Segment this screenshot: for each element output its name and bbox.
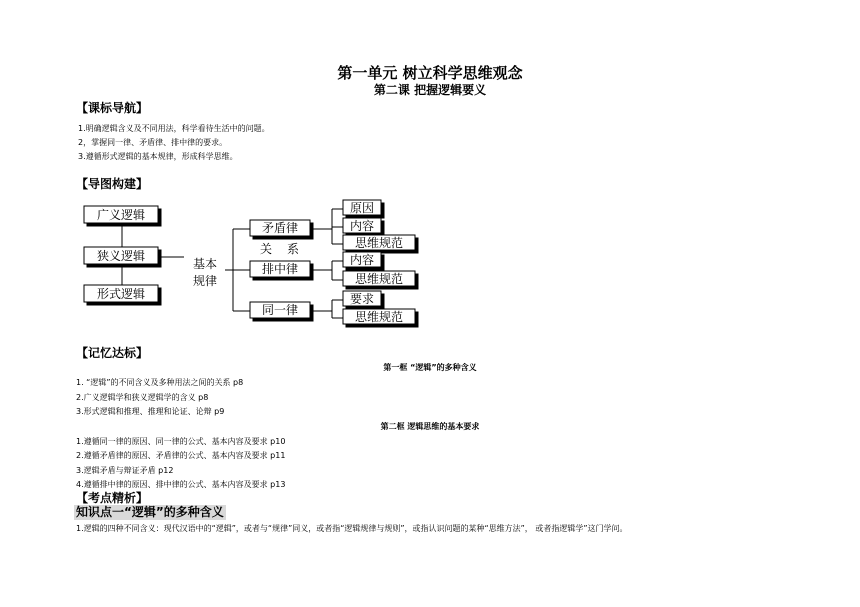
curriculum-item-2: 2，掌握同一律、矛盾律、排中律的要求。 [78,138,228,147]
label-yuanyin: 原因 [349,201,375,215]
label-yaoqiu: 要求 [349,292,375,306]
section-map-heading: 【导图构建】 [76,177,149,191]
curriculum-item-1: 1.明确逻辑含义及不同用法，科学看待生活中的问题。 [78,124,270,133]
section-curriculum-heading: 【课标导航】 [76,101,149,115]
label-paizhonglv: 排中律 [261,262,299,276]
page-title: 第一单元 树立科学思维观念 [337,64,523,82]
label-xiayi: 狭义逻辑 [96,249,146,263]
label-neirong-1: 内容 [349,219,375,233]
label-tongyilv: 同一律 [261,303,299,317]
frame1-item-2: 2.广义逻辑学和狭义逻辑学的含义 p8 [76,393,209,402]
frame1-item-3: 3.形式逻辑和推理、推理和论证、论辩 p9 [76,407,225,416]
frame2-item-4: 4.遵循排中律的原因、排中律的公式、基本内容及要求 p13 [76,480,286,489]
knowledge-point-heading: 知识点一“逻辑”的多种含义 [76,505,224,519]
label-jiben: 基本 [192,257,218,271]
frame2-item-2: 2.遵循矛盾律的原因、矛盾律的公式、基本内容及要求 p11 [76,451,286,460]
label-guan: 关 [259,242,273,256]
label-siwei-3: 思维规范 [354,310,404,324]
section-analysis-heading: 【考点精析】 [76,491,149,505]
label-guilv: 规律 [192,274,218,288]
page-subtitle: 第二课 把握逻辑要义 [373,83,487,97]
label-xingshi: 形式逻辑 [96,287,146,301]
label-siwei-2: 思维规范 [354,272,404,286]
curriculum-item-3: 3.遵循形式逻辑的基本规律，形成科学思维。 [78,152,238,161]
frame1-title: 第一框 “逻辑”的多种含义 [383,363,477,372]
section-memory-heading: 【记忆达标】 [76,346,149,360]
frame1-item-1: 1. “逻辑”的不同含义及多种用法之间的关系 p8 [76,378,244,387]
label-siwei-1: 思维规范 [354,236,404,250]
frame2-item-1: 1.遵循同一律的原因、同一律的公式、基本内容及要求 p10 [76,437,286,446]
frame2-title: 第二框 逻辑思维的基本要求 [380,422,480,431]
knowledge-point-text: 1.逻辑的四种不同含义：现代汉语中的“逻辑”，或者与“规律”同义，或者指“逻辑规律与规则”，或指认识问题的某种“思维方法”， 或者指逻辑学”这门学问。 [76,524,628,533]
label-neirong-2: 内容 [349,253,375,267]
label-maodunlv: 矛盾律 [261,221,299,235]
label-guangyi: 广义逻辑 [96,208,146,222]
label-xi: 系 [286,242,300,256]
frame2-item-3: 3.逻辑矛盾与辩证矛盾 p12 [76,466,174,475]
